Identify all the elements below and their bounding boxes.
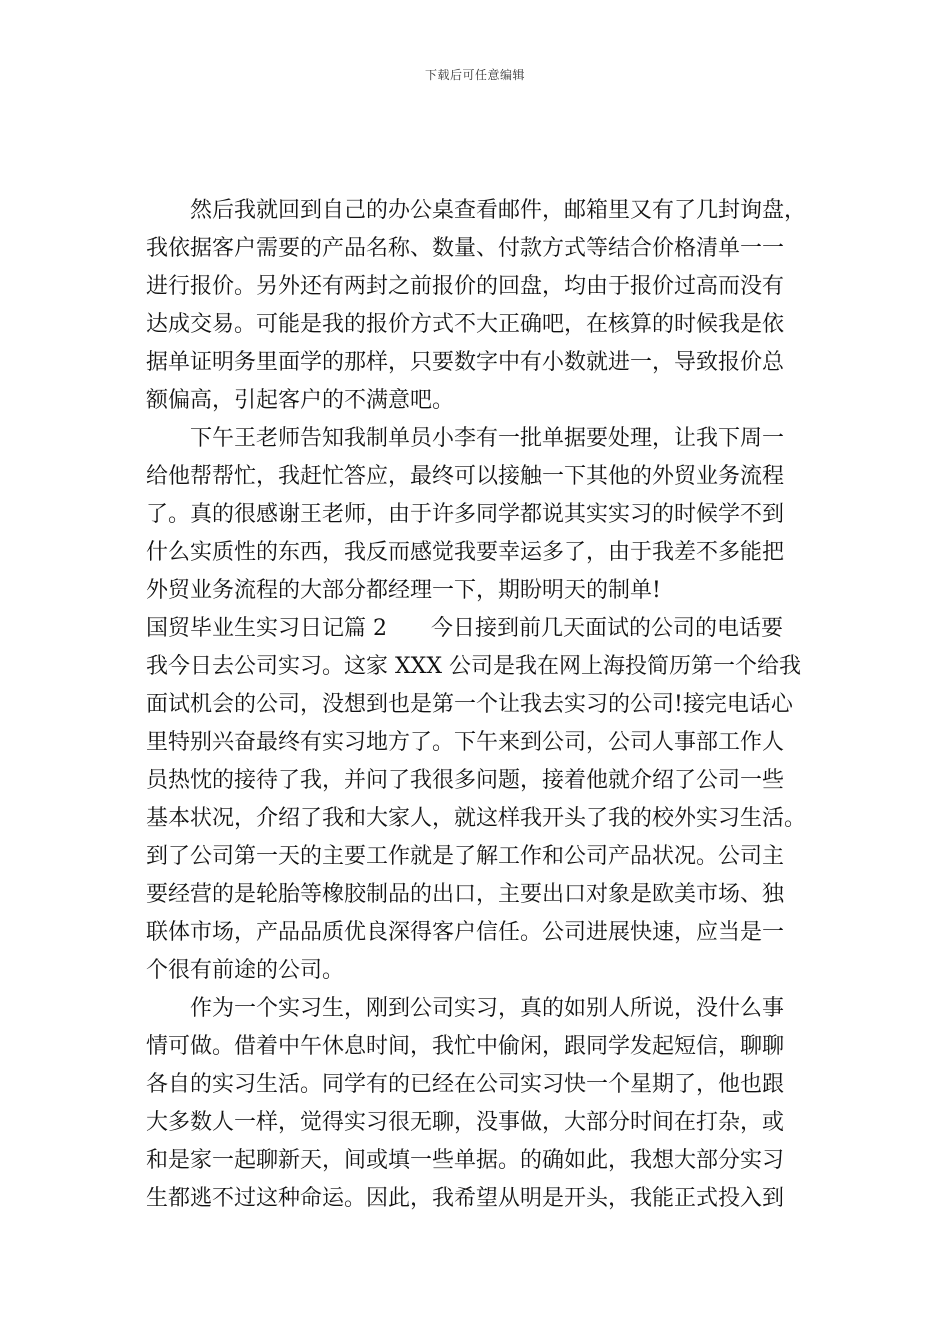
text-line: 面试机会的公司，没想到也是第一个让我去实习的公司!接完电话心	[146, 692, 793, 717]
text-line: 联体市场，产品品质优良深得客户信任。公司进展快速，应当是一	[146, 920, 785, 945]
text-line: 据单证明务里面学的那样，只要数字中有小数就进一，导致报价总	[146, 350, 785, 375]
text-line: 进行报价。另外还有两封之前报价的回盘，均由于报价过高而没有	[146, 274, 785, 299]
text-line: 作为一个实习生，刚到公司实习，真的如别人所说，没什么事	[190, 996, 785, 1021]
text-line: 达成交易。可能是我的报价方式不大正确吧，在核算的时候我是依	[146, 312, 785, 337]
text-line: 了。真的很感谢王老师，由于许多同学都说其实实习的时候学不到	[146, 502, 785, 527]
text-line: 要经营的是轮胎等橡胶制品的出口，主要出口对象是欧美市场、独	[146, 882, 785, 907]
page-header: 下载后可任意编辑	[424, 68, 525, 82]
text-line: 外贸业务流程的大部分都经理一下，期盼明天的制单!	[146, 578, 661, 603]
document-body	[146, 192, 810, 1218]
text-line: 生都逃不过这种命运。因此，我希望从明是开头，我能正式投入到	[146, 1186, 785, 1211]
text-line: 各自的实习生活。同学有的已经在公司实习快一个星期了，他也跟	[146, 1072, 785, 1097]
text-line: 下午王老师告知我制单员小李有一批单据要处理，让我下周一	[190, 426, 785, 451]
text-line: 给他帮帮忙，我赶忙答应，最终可以接触一下其他的外贸业务流程	[146, 464, 785, 489]
text-line: 什么实质性的东西，我反而感觉我要幸运多了，由于我差不多能把	[146, 540, 785, 565]
text-line: 然后我就回到自己的办公桌查看邮件，邮箱里又有了几封询盘，	[190, 198, 807, 223]
text-line: 和是家一起聊新天，间或填一些单据。的确如此，我想大部分实习	[146, 1148, 785, 1173]
text-line: 基本状况，介绍了我和大家人，就这样我开头了我的校外实习生活。	[146, 806, 807, 831]
text-line: 额偏高，引起客户的不满意吧。	[146, 388, 455, 413]
text-line: 情可做。借着中午休息时间，我忙中偷闲，跟同学发起短信，聊聊	[146, 1034, 785, 1059]
text-line: 员热忱的接待了我，并问了我很多问题，接着他就介绍了公司一些	[146, 768, 785, 793]
text-line: 到了公司第一天的主要工作就是了解工作和公司产品状况。公司主	[146, 844, 785, 869]
text-line: 大多数人一样，觉得实习很无聊，没事做，大部分时间在打杂，或	[146, 1110, 785, 1135]
text-line: 个很有前途的公司。	[146, 958, 345, 983]
text-line: 我今日去公司实习。这家 XXX 公司是我在网上海投简历第一个给我	[146, 654, 801, 679]
text-line: 国贸毕业生实习日记篇 2 今日接到前几天面试的公司的电话要	[146, 616, 783, 641]
text-line: 我依据客户需要的产品名称、数量、付款方式等结合价格清单一一	[146, 236, 785, 261]
text-line: 里特别兴奋最终有实习地方了。下午来到公司，公司人事部工作人	[146, 730, 785, 755]
